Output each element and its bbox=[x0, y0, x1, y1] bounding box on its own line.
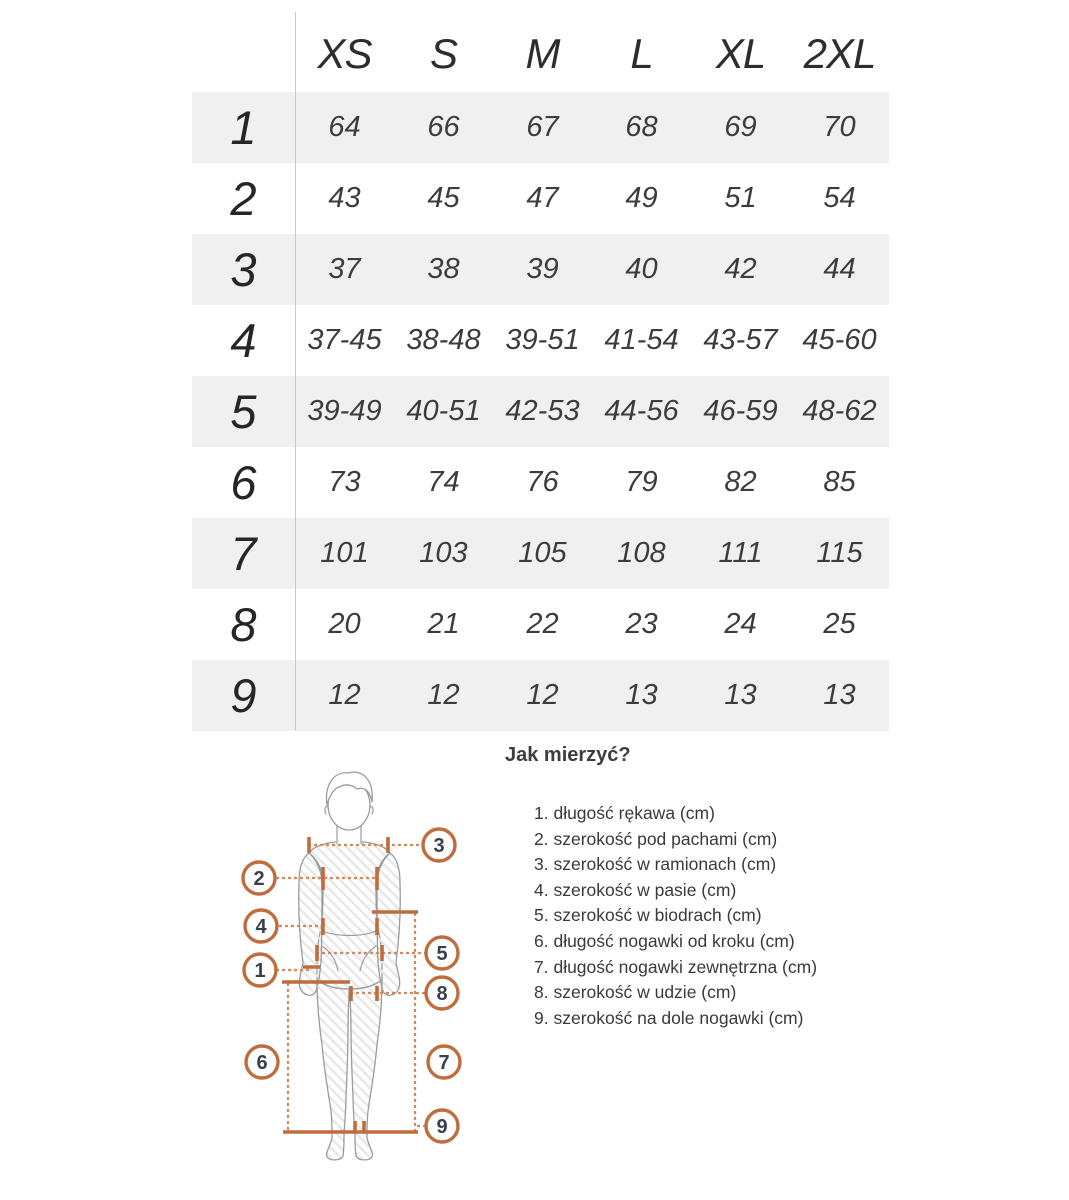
table-row bbox=[192, 163, 889, 234]
size-column-header: XS bbox=[317, 29, 372, 77]
size-value: 39 bbox=[526, 253, 559, 285]
size-value: 12 bbox=[328, 679, 361, 711]
row-number: 9 bbox=[230, 669, 257, 722]
size-value: 44 bbox=[823, 253, 856, 285]
size-column-header: M bbox=[525, 29, 560, 77]
size-value: 70 bbox=[823, 111, 856, 143]
measure-item: 6. długość nogawki od kroku (cm) bbox=[534, 930, 795, 951]
measure-guide-title: Jak mierzyć? bbox=[505, 744, 631, 766]
measure-item: 2. szerokość pod pachami (cm) bbox=[534, 828, 778, 849]
size-value: 47 bbox=[526, 182, 559, 214]
measure-item: 9. szerokość na dole nogawki (cm) bbox=[534, 1007, 804, 1028]
marker-number: 1 bbox=[254, 960, 266, 982]
size-value: 39-51 bbox=[505, 324, 580, 356]
marker-number: 5 bbox=[436, 943, 448, 965]
size-value: 108 bbox=[617, 537, 666, 569]
measure-item: 3. szerokość w ramionach (cm) bbox=[534, 854, 777, 875]
size-value: 38 bbox=[427, 253, 460, 285]
row-number: 1 bbox=[230, 101, 257, 154]
size-value: 21 bbox=[427, 608, 460, 640]
measure-item: 4. szerokość w pasie (cm) bbox=[534, 879, 737, 900]
size-table bbox=[192, 15, 889, 731]
table-row bbox=[192, 447, 889, 518]
marker-number: 4 bbox=[255, 916, 267, 938]
row-number: 6 bbox=[230, 456, 257, 509]
size-column-header: XL bbox=[715, 29, 766, 77]
diagram-marker-5 bbox=[426, 937, 458, 969]
size-column-header: L bbox=[630, 29, 653, 77]
measure-guide-list bbox=[534, 801, 817, 1031]
size-value: 101 bbox=[320, 537, 369, 569]
marker-number: 6 bbox=[256, 1052, 268, 1074]
row-number: 7 bbox=[230, 527, 257, 580]
diagram-marker-1 bbox=[244, 954, 276, 986]
size-value: 68 bbox=[625, 111, 658, 143]
size-value: 66 bbox=[427, 111, 460, 143]
size-value: 40-51 bbox=[406, 395, 481, 427]
size-value: 73 bbox=[328, 466, 361, 498]
marker-number: 2 bbox=[253, 868, 265, 890]
marker-number: 8 bbox=[436, 983, 448, 1005]
size-value: 111 bbox=[718, 537, 763, 569]
table-divider-line bbox=[295, 12, 296, 731]
size-value: 74 bbox=[427, 466, 460, 498]
size-table-header bbox=[192, 15, 889, 92]
row-number: 5 bbox=[230, 385, 257, 438]
diagram-marker-6 bbox=[246, 1046, 278, 1078]
row-number: 3 bbox=[230, 243, 257, 296]
diagram-marker-7 bbox=[428, 1046, 460, 1078]
diagram-marker-2 bbox=[243, 862, 275, 894]
diagram-marker-8 bbox=[426, 977, 458, 1009]
size-value: 51 bbox=[724, 182, 757, 214]
size-value: 37 bbox=[328, 253, 361, 285]
size-value: 23 bbox=[625, 608, 658, 640]
size-value: 44-56 bbox=[604, 395, 679, 427]
size-value: 24 bbox=[724, 608, 757, 640]
size-value: 38-48 bbox=[406, 324, 481, 356]
marker-number: 7 bbox=[438, 1052, 450, 1074]
table-row bbox=[192, 518, 889, 589]
size-value: 39-49 bbox=[307, 395, 382, 427]
size-value: 42 bbox=[724, 253, 757, 285]
table-row bbox=[192, 589, 889, 660]
row-number: 8 bbox=[230, 598, 257, 651]
size-value: 41-54 bbox=[604, 324, 679, 356]
size-value: 45 bbox=[427, 182, 460, 214]
table-row bbox=[192, 660, 889, 731]
size-value: 12 bbox=[427, 679, 460, 711]
diagram-marker-9 bbox=[426, 1110, 458, 1142]
measure-item: 8. szerokość w udzie (cm) bbox=[534, 982, 737, 1003]
table-row bbox=[192, 234, 889, 305]
size-value: 13 bbox=[724, 679, 757, 711]
size-value: 40 bbox=[625, 253, 658, 285]
row-number: 2 bbox=[230, 172, 257, 225]
size-value: 82 bbox=[724, 466, 757, 498]
marker-number: 9 bbox=[436, 1116, 448, 1138]
marker-number: 3 bbox=[433, 835, 445, 857]
size-value: 54 bbox=[823, 182, 856, 214]
size-value: 37-45 bbox=[307, 324, 382, 356]
size-value: 42-53 bbox=[505, 395, 580, 427]
size-value: 13 bbox=[823, 679, 856, 711]
size-value: 49 bbox=[625, 182, 658, 214]
size-value: 85 bbox=[823, 466, 856, 498]
table-row bbox=[192, 305, 889, 376]
size-column-header: S bbox=[429, 29, 457, 77]
diagram-marker-3 bbox=[423, 829, 455, 861]
size-value: 76 bbox=[526, 466, 559, 498]
size-column-header: 2XL bbox=[803, 29, 876, 77]
measure-item: 1. długość rękawa (cm) bbox=[534, 803, 715, 823]
size-value: 69 bbox=[724, 111, 757, 143]
size-value: 46-59 bbox=[703, 395, 778, 427]
size-value: 20 bbox=[328, 608, 361, 640]
size-value: 105 bbox=[518, 537, 567, 569]
table-row bbox=[192, 376, 889, 447]
size-value: 43-57 bbox=[703, 324, 778, 356]
size-value: 48-62 bbox=[802, 395, 877, 427]
size-value: 115 bbox=[816, 537, 863, 569]
measure-item: 5. szerokość w biodrach (cm) bbox=[534, 905, 762, 926]
row-number: 4 bbox=[230, 314, 257, 367]
size-value: 103 bbox=[419, 537, 468, 569]
size-value: 64 bbox=[328, 111, 361, 143]
size-value: 13 bbox=[625, 679, 658, 711]
size-value: 22 bbox=[526, 608, 559, 640]
table-row bbox=[192, 92, 889, 163]
size-value: 79 bbox=[625, 466, 658, 498]
body-diagram bbox=[225, 760, 485, 1190]
size-value: 43 bbox=[328, 182, 361, 214]
measure-item: 7. długość nogawki zewnętrzna (cm) bbox=[534, 956, 818, 977]
size-value: 67 bbox=[526, 111, 559, 143]
size-value: 12 bbox=[526, 679, 559, 711]
diagram-marker-4 bbox=[245, 910, 277, 942]
size-value: 25 bbox=[823, 608, 856, 640]
size-value: 45-60 bbox=[802, 324, 877, 356]
